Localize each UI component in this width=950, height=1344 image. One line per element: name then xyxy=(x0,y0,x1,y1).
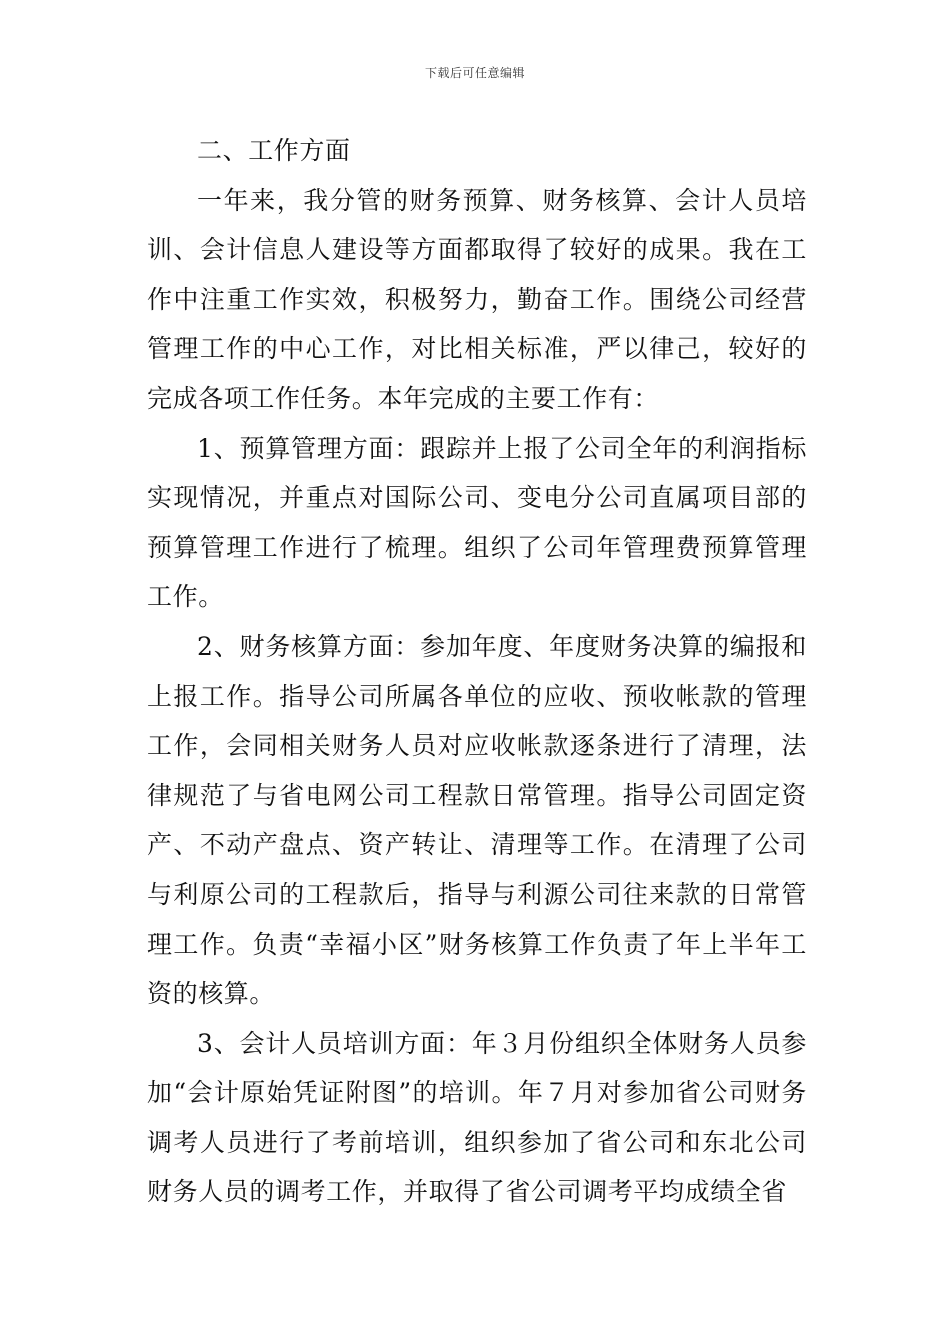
intro-paragraph: 一年来，我分管的财务预算、财务核算、会计人员培训、会计信息人建设等方面都取得了较好的成果。我在工作中注重工作实效，积极努力，勤奋工作。围绕公司经营管理工作的中心工作，对比相关标准，严以律己，较好的完成各项工作任务。本年完成的主要工作有： xyxy=(147,185,807,413)
budget-management-paragraph: 1、预算管理方面：跟踪并上报了公司全年的利润指标实现情况，并重点对国际公司、变电分公司直属项目部的预算管理工作进行了梳理。组织了公司年管理费预算管理工作。 xyxy=(147,433,807,612)
section-heading: 二、工作方面 xyxy=(197,136,351,165)
staff-training-paragraph: 3、会计人员培训方面：年３月份组织全体财务人员参加“会计原始凭证附图”的培训。年７月对参加省公司财务调考人员进行了考前培训，组织参加了省公司和东北公司财务人员的调考工作，并取得了省公司调考平均成绩全省 xyxy=(147,1028,807,1207)
document-body xyxy=(147,126,807,1217)
financial-accounting-paragraph: 2、财务核算方面：参加年度、年度财务决算的编报和上报工作。指导公司所属各单位的应收、预收帐款的管理工作，会同相关财务人员对应收帐款逐条进行了清理，法律规范了与省电网公司工程款日常管理。指导公司固定资产、不动产盘点、资产转让、清理等工作。在清理了公司与利原公司的工程款后，指导与利源公司往来款的日常管理工作。负责“幸福小区”财务核算工作负责了年上半年工资的核算。 xyxy=(147,631,807,1009)
page-header: 下载后可任意编辑 xyxy=(424,66,525,80)
